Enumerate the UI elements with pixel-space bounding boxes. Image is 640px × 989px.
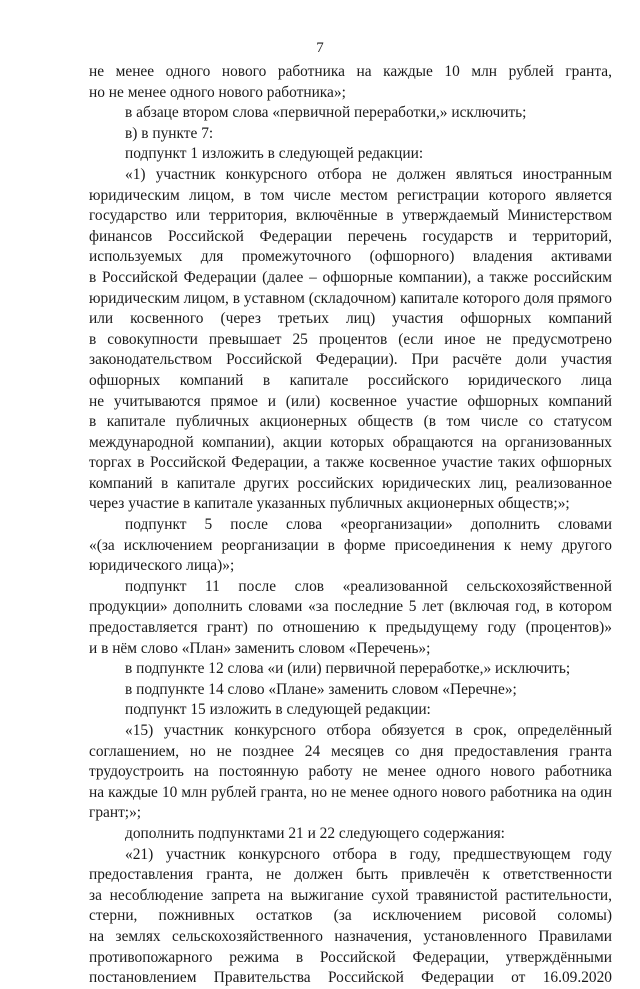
text-line: «15) участник конкурсного отбора обязуется в срок, определённый xyxy=(125,722,612,739)
text-line: в подпункте 14 слово «Плане» заменить словом «Перечне»; xyxy=(125,680,517,698)
text-line: соглашением, но не позднее 24 месяцев со дня предоставления гранта xyxy=(89,742,612,760)
text-line: в совокупности превышает 25 процентов (если иное не предусмотрено xyxy=(89,330,612,348)
text-line: грант;»; xyxy=(89,804,142,822)
text-line: законодательством Российской Федерации). При расчёте доли участия xyxy=(89,351,612,369)
text-line: и в нём слово «План» заменить словом «Перечень»; xyxy=(89,639,431,657)
text-line: стерни, пожнивных остатков (за исключением рисовой соломы) xyxy=(89,907,612,925)
text-line: в Российской Федерации (далее – офшорные компании), а также российским xyxy=(89,268,612,286)
text-line: торгах в Российской Федерации, а также косвенное участие таких офшорных xyxy=(89,454,612,472)
text-line: подпункт 5 после слова «реорганизации» дополнить словами xyxy=(125,516,612,534)
text-line: компаний в капитале других российских юридических лиц, реализованное xyxy=(89,474,612,492)
text-line: в подпункте 12 слова «и (или) первичной переработке,» исключить; xyxy=(125,660,571,678)
text-line: но не менее одного нового работника»; xyxy=(89,83,346,101)
text-line: за несоблюдение запрета на выжигание сухой травянистой растительности, xyxy=(89,886,612,904)
text-line: противопожарного режима в Российской Федерации, утверждёнными xyxy=(89,948,612,966)
text-line: на землях сельскохозяйственного назначения, установленного Правилами xyxy=(89,927,612,945)
text-line: предоставляется грант) по отношению к предыдущему году (процентов)» xyxy=(89,619,612,637)
text-line: дополнить подпунктами 21 и 22 следующего содержания: xyxy=(125,824,505,842)
text-line: трудоустроить на постоянную работу не менее одного нового работника xyxy=(89,763,612,781)
text-line: подпункт 11 после слов «реализованной сельскохозяйственной xyxy=(125,577,612,595)
text-line: офшорных компаний в капитале российского юридического лица xyxy=(89,371,612,389)
text-line: не учитываются прямое и (или) косвенное участие офшорных компаний xyxy=(89,392,612,410)
page-number: 7 xyxy=(316,40,324,56)
text-line: продукции» дополнить словами «за последние 5 лет (включая год, в котором xyxy=(89,598,612,616)
text-line: подпункт 15 изложить в следующей редакции: xyxy=(125,701,431,719)
document-body xyxy=(89,62,612,989)
text-line: предоставления гранта, не должен быть привлечён к ответственности xyxy=(89,866,612,884)
text-line: в капитале публичных акционерных обществ (в том числе со статусом xyxy=(89,413,612,431)
text-line: в абзаце втором слова «первичной переработки,» исключить; xyxy=(125,104,527,122)
text-line: или косвенного (через третьих лиц) участия офшорных компаний xyxy=(89,310,612,328)
text-line: «21) участник конкурсного отбора в году, предшествующем году xyxy=(125,845,612,863)
text-line: «(за исключением реорганизации в форме присоединения к нему другого xyxy=(89,536,612,554)
text-line: юридического лица)»; xyxy=(89,557,235,575)
text-line: постановлением Правительства Российской Федерации от 16.09.2020 xyxy=(89,969,612,987)
text-line: «1) участник конкурсного отбора не должен являться иностранным xyxy=(125,165,612,183)
text-line: в) в пункте 7: xyxy=(125,124,214,142)
text-line: юридическим лицом, в том числе местом регистрации которого является xyxy=(89,186,612,204)
text-line: международной компании), акции которых обращаются на организованных xyxy=(89,433,612,451)
text-line: государство или территория, включённые в утверждаемый Министерством xyxy=(89,207,612,225)
text-line: подпункт 1 изложить в следующей редакции: xyxy=(125,145,424,163)
text-line: юридическим лицом, в уставном (складочном) капитале которого доля прямого xyxy=(89,289,612,307)
text-line: через участие в капитале указанных публичных акционерных обществ;»; xyxy=(89,495,570,513)
text-line: используемых для промежуточного (офшорного) владения активами xyxy=(89,248,612,266)
text-line: на каждые 10 млн рублей гранта, но не менее одного нового работника на один xyxy=(89,783,612,801)
text-line: не менее одного нового работника на каждые 10 млн рублей гранта, xyxy=(89,63,612,80)
text-line: финансов Российской Федерации перечень государств и территорий, xyxy=(89,227,612,245)
